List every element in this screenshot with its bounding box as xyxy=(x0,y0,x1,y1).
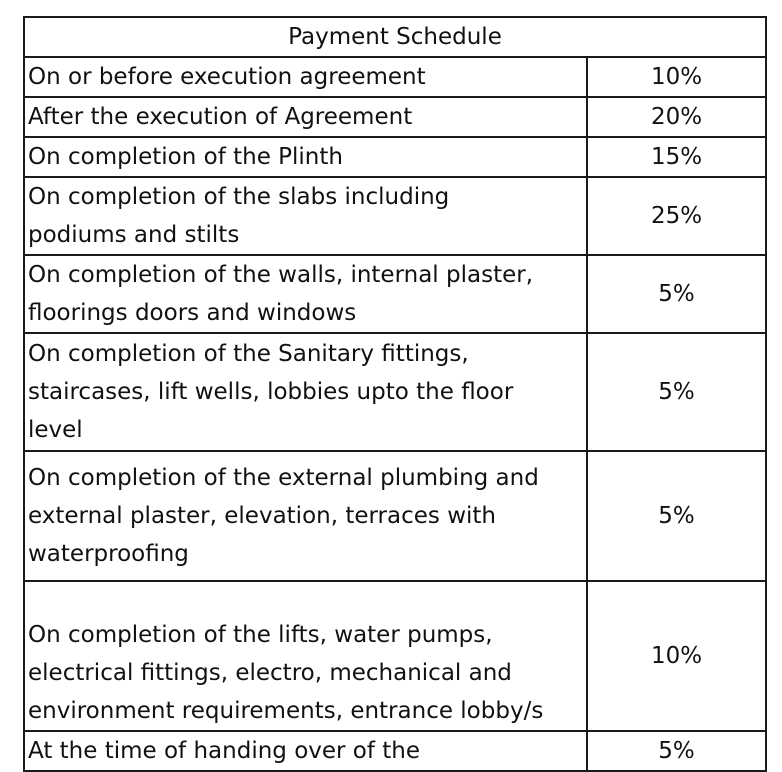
table-row xyxy=(24,581,766,731)
table-title: Payment Schedule xyxy=(24,17,766,57)
row-percent: 5% xyxy=(587,333,766,451)
table-row xyxy=(24,451,766,581)
row-percent: 20% xyxy=(587,97,766,137)
row-description: On completion of the external plumbing and external plaster, elevation, terraces with waterproofing xyxy=(24,451,587,581)
table-row xyxy=(24,333,766,451)
row-description: On completion of the lifts, water pumps, electrical fittings, electro, mechanical and environment requirements, entrance lobby/s xyxy=(24,581,587,731)
table-row xyxy=(24,137,766,177)
table-row xyxy=(24,255,766,333)
table-row xyxy=(24,731,766,771)
table-row xyxy=(24,177,766,255)
row-description: On completion of the Plinth xyxy=(24,137,587,177)
row-description: On completion of the slabs including podiums and stilts xyxy=(24,177,587,255)
row-description: On or before execution agreement xyxy=(24,57,587,97)
row-percent: 5% xyxy=(587,731,766,771)
row-percent: 25% xyxy=(587,177,766,255)
table-row xyxy=(24,57,766,97)
row-description: At the time of handing over of the xyxy=(24,731,587,771)
row-percent: 10% xyxy=(587,581,766,731)
row-percent: 5% xyxy=(587,255,766,333)
row-percent: 15% xyxy=(587,137,766,177)
row-percent: 10% xyxy=(587,57,766,97)
row-description: On completion of the Sanitary fittings, staircases, lift wells, lobbies upto the floor level xyxy=(24,333,587,451)
row-description: After the execution of Agreement xyxy=(24,97,587,137)
table-header-row xyxy=(24,17,766,57)
row-description: On completion of the walls, internal plaster, floorings doors and windows xyxy=(24,255,587,333)
row-percent: 5% xyxy=(587,451,766,581)
payment-schedule-table xyxy=(23,16,767,772)
table-row xyxy=(24,97,766,137)
